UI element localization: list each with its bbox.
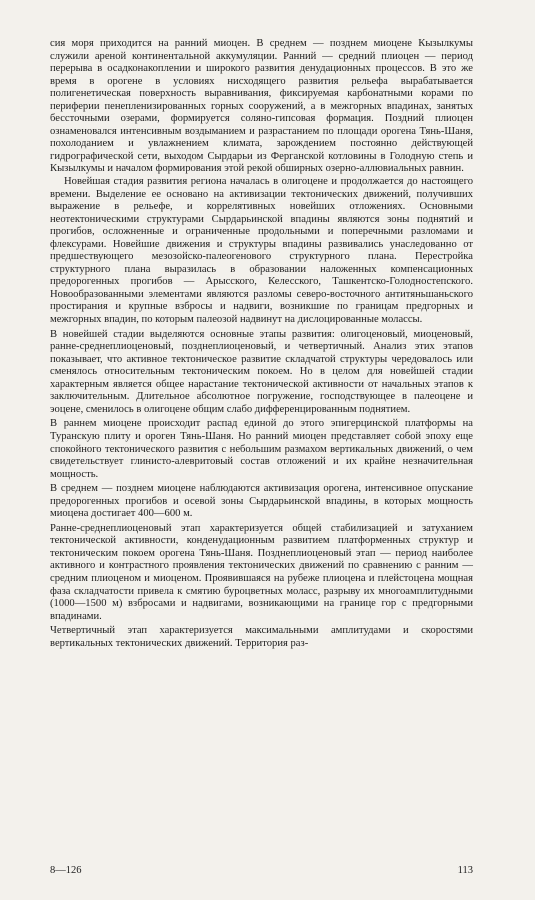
body-text <box>50 38 473 650</box>
paragraph-4: В раннем миоцене происходит распад единой до этого эпигерцинской платформы на Туранскую плиту и ороген Тянь-Шаня. Но ранний миоцен представляет собой эпоху еще спокойного тектонического развития с небольшим размахом вертикальных движений, о чем свидетельствует глинисто-алевритовый состав отложений и их крайне незначительная мощность. <box>50 418 473 480</box>
paragraph-3: В новейшей стадии выделяются основные этапы развития: олигоценовый, миоценовый, ранне-среднеплиоценовый, позднеплиоценовый, и четвертичный. Анализ этих этапов показывает, что активное тектоническое развитие складчатой структуры чередовалось или сменялось относительным тектоническим покоем. Но в целом для новейшей стадии характерным является общее нарастание тектонической активности от начальных этапов к заключительным. Длительное абсолютное погружение, господствующее в палеоцене и эоцене, сменилось в олигоцене общим слабо дифференцированным поднятием. <box>50 328 473 415</box>
paragraph-7: Четвертичный этап характеризуется максимальными амплитудами и скоростями вертикальных тектонических движений. Территория раз- <box>50 625 473 649</box>
page-footer <box>50 865 473 877</box>
printer-signature: 8—126 <box>50 865 82 876</box>
page-number: 113 <box>457 865 473 876</box>
paragraph-6: Ранне-среднеплиоценовый этап характеризуется общей стабилизацией и затуханием тектонической активности, конденудационным развитием платформенных структур и тектоническим покоем орогена Тянь-Шаня. Позднеплиоценовый этап — период наиболее активного и контрастного проявления тектонических движений по сравнению с ранним — средним плиоценом и миоценом. Проявившаяся на рубеже плиоцена и плейстоцена мощная фаза складчатости привела к смятию буроцветных моласс, разрыву их многоамплитудными (1000—1500 м) взбросами и надвигами, возникающими на границе гор с предгорными впадинами. <box>50 522 473 622</box>
paragraph-1: сия моря приходится на ранний миоцен. В среднем — позднем миоцене Кызылкумы служили ареной континентальной аккумуляции. Ранний — средний плиоцен — период перерыва в осадконакоплении и широкого развития денудационных процессов. В это же время в орогене в условиях нисходящего развития рельефа вырабатывается полигенетическая поверхность выравнивания, фиксируемая карбонатными корами по периферии пенепленизированных горных сооружений, а в межгорных впадинах, занятых бессточными озерами, формируется соляно-гипсовая формация. Поздний плиоцен ознаменовался интенсивным воздыманием и разрастанием по площади орогена Тянь-Шаня, похолоданием и увлажнением климата, зарождением постоянно действующей гидрографической сети, выходом Сырдарьи из Ферганской котловины в Голодную степь и Кызылкумы и началом формирования этой рекой обширных озерно-аллювиальных равнин. <box>50 38 473 175</box>
paragraph-2: Новейшая стадия развития региона началась в олигоцене и продолжается до настоящего времени. Выделение ее основано на активизации тектонических движений, получивших выражение в рельефе, и коррелятивных новейших отложениях. Основными неотектоническими структурами Сырдарьинской впадины являются зоны поднятий и прогибов, осложненные и ограниченные продольными и поперечными разломами и флексурами. Новейшие движения и структуры впадины развивались унаследованно от предшествующего мезозойско-палеогенового структурного плана. Перестройка структурного плана выразилась в образовании наложенных компенсационных предорогенных прогибов — Арысского, Келесского, Ташкентско-Голодностепского. Новообразованными элементами являются разломы северо-восточного антитяньшаньского простирания и крупные взбросы и надвиги, возникшие по границам предгорных и межгорных впадин, по которым палеозой надвинут на дислоцированные молассы. <box>50 176 473 326</box>
paragraph-5: В среднем — позднем миоцене наблюдаются активизация орогена, интенсивное опускание предорогенных прогибов и осевой зоны Сырдарьинской впадины, в которых мощность миоцена достигает 400—600 м. <box>50 483 473 520</box>
